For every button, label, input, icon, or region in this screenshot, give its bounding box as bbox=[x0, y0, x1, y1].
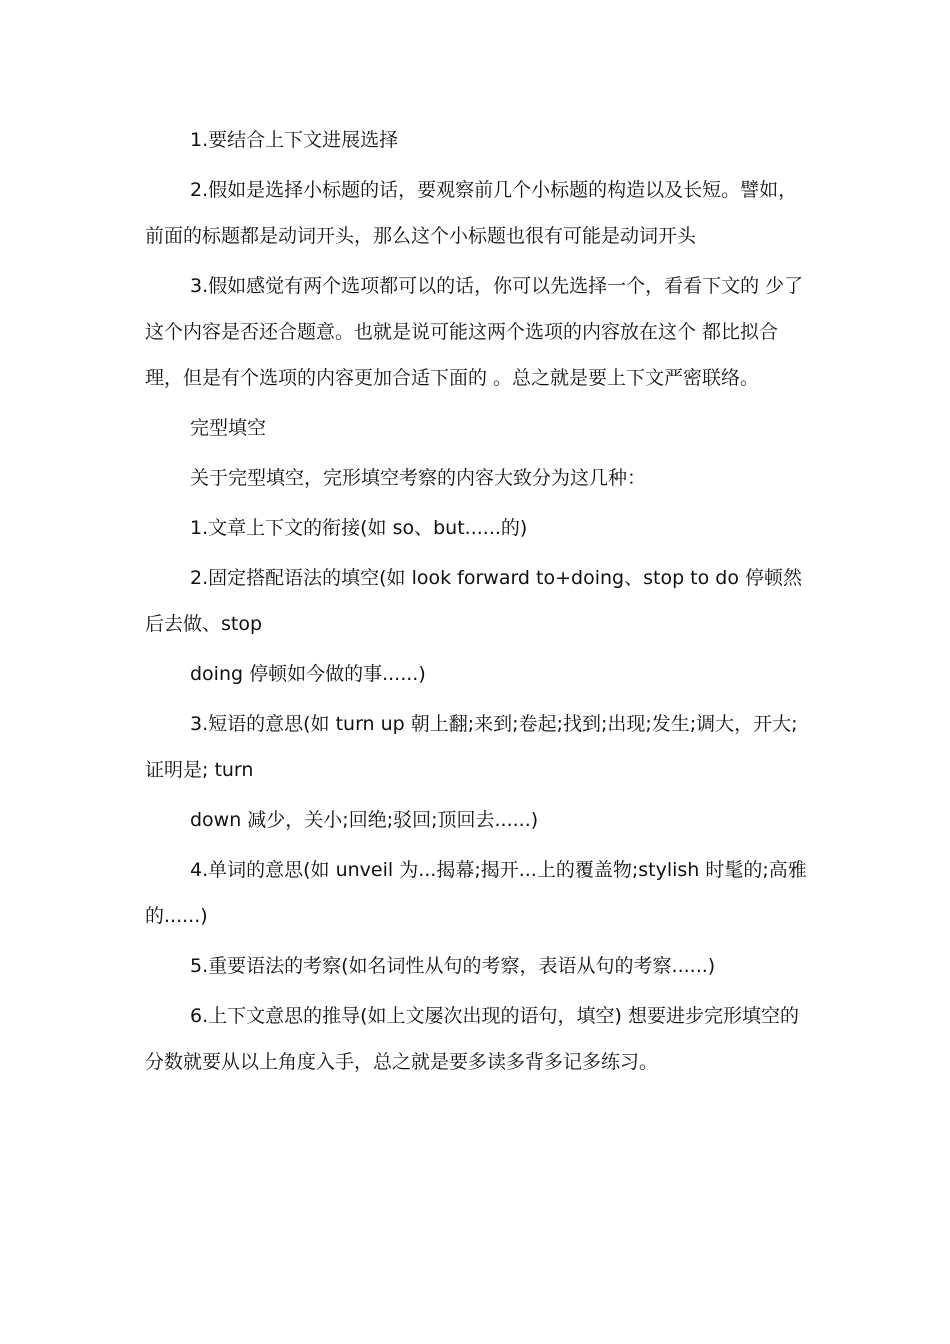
section-heading-cloze: 完型填空 bbox=[190, 417, 267, 439]
paragraph-cloze-6: 6.上下文意思的推导(如上文屡次出现的语句，填空) 想要进步完形填空的分数就要从以上角度入手，总之就是要多读多背多记多练习。 bbox=[145, 1005, 799, 1073]
document-body bbox=[145, 117, 815, 1085]
paragraph-tip-1: 1.要结合上下文进展选择 bbox=[190, 129, 399, 151]
paragraph-tip-2: 2.假如是选择小标题的话，要观察前几个小标题的构造以及长短。譬如，前面的标题都是动词开头，那么这个小标题也很有可能是动词开头 bbox=[145, 179, 798, 247]
paragraph-tip-3: 3.假如感觉有两个选项都可以的话，你可以先选择一个，看看下文的 少了这个内容是否还合题意。也就是说可能这两个选项的内容放在这个 都比拟合理，但是有个选项的内容更加合适下面的 。总之就是要上下文严密联络。 bbox=[145, 275, 804, 389]
paragraph-cloze-3: 3.短语的意思(如 turn up 朝上翻;来到;卷起;找到;出现;发生;调大，开大;证明是; turn bbox=[145, 713, 798, 781]
paragraph-cloze-2-cont: doing 停顿如今做的事......) bbox=[190, 663, 426, 685]
paragraph-cloze-1: 1.文章上下文的衔接(如 so、but......的) bbox=[190, 517, 528, 539]
paragraph-cloze-4: 4.单词的意思(如 unveil 为...揭幕;揭开...上的覆盖物;stylish 时髦的;高雅的......) bbox=[145, 859, 807, 927]
paragraph-cloze-2: 2.固定搭配语法的填空(如 look forward to+doing、stop to do 停顿然后去做、stop bbox=[145, 567, 803, 635]
paragraph-cloze-3-cont: down 减少，关小;回绝;驳回;顶回去......) bbox=[190, 809, 539, 831]
paragraph-cloze-5: 5.重要语法的考察(如名词性从句的考察，表语从句的考察......) bbox=[190, 955, 716, 977]
paragraph-cloze-intro: 关于完型填空，完形填空考察的内容大致分为这几种： bbox=[190, 467, 647, 489]
